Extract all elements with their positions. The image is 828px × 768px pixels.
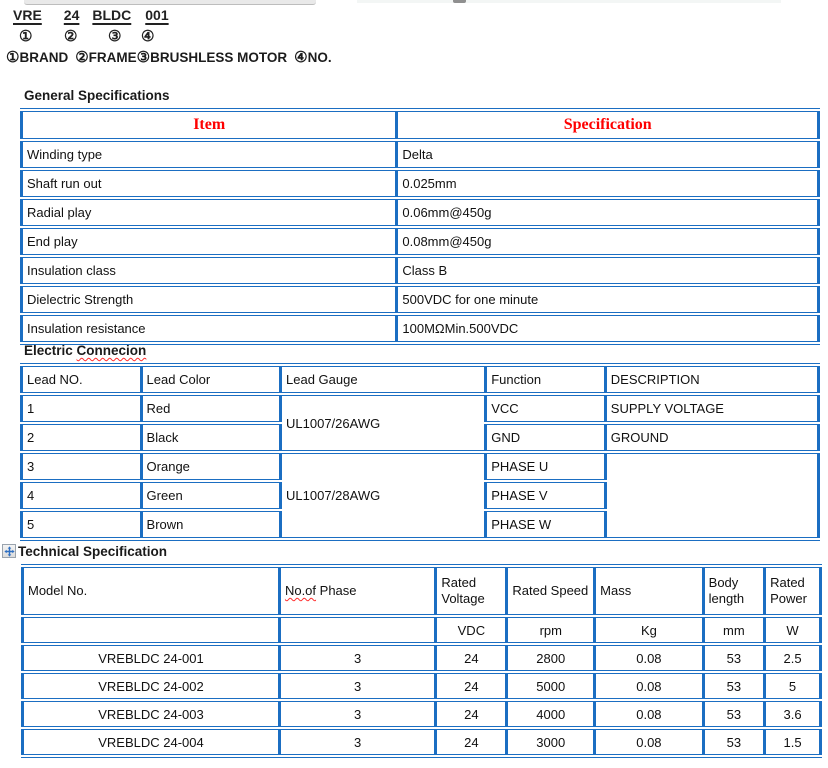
rated-voltage: 24 xyxy=(436,644,507,672)
model-code-frame: 24 xyxy=(63,7,80,23)
lead-color: Brown xyxy=(141,510,280,539)
model-code-line xyxy=(13,7,169,23)
spec-item: Shaft run out xyxy=(22,169,397,198)
technical-specification-table xyxy=(21,564,822,758)
spec-value: 0.025mm xyxy=(397,169,819,198)
body-length: 53 xyxy=(703,700,764,728)
lead-function: PHASE V xyxy=(486,481,606,510)
col-header-specification: Specification xyxy=(397,110,819,140)
spec-value: 0.06mm@450g xyxy=(397,198,819,227)
legend-frame: ②FRAME xyxy=(75,49,137,66)
table-header-row xyxy=(22,365,819,394)
table-row xyxy=(22,394,819,423)
col-header-item: Item xyxy=(22,110,397,140)
mass: 0.08 xyxy=(595,700,704,728)
col-header-lead-no: Lead NO. xyxy=(22,365,142,394)
model-no: VREBLDC 24-002 xyxy=(23,672,280,700)
lead-function: VCC xyxy=(486,394,606,423)
table-row xyxy=(22,140,819,169)
legend-motor: ③BRUSHLESS MOTOR xyxy=(136,49,288,66)
technical-specification-title: Technical Specification xyxy=(18,544,168,559)
spec-item: Winding type xyxy=(22,140,397,169)
spec-item: Insulation resistance xyxy=(22,314,397,343)
body-length: 53 xyxy=(703,644,764,672)
lead-color: Black xyxy=(141,423,280,452)
col-header-description: DESCRIPTION xyxy=(605,365,818,394)
circled-number-2: ② xyxy=(64,28,78,45)
phase: 3 xyxy=(279,700,435,728)
move-arrows-icon xyxy=(4,546,15,557)
model-no: VREBLDC 24-001 xyxy=(23,644,280,672)
table-row xyxy=(22,227,819,256)
rated-power: 5 xyxy=(765,672,821,700)
rated-speed: 2800 xyxy=(507,644,595,672)
col-header-rated-voltage: Rated Voltage xyxy=(436,566,507,616)
rated-voltage: 24 xyxy=(436,728,507,756)
model-code-type: BLDC xyxy=(92,7,132,23)
lead-number: 1 xyxy=(22,394,142,423)
table-row xyxy=(22,285,819,314)
table-header-row xyxy=(23,566,821,616)
lead-color: Red xyxy=(141,394,280,423)
model-code-no: 001 xyxy=(145,7,169,23)
lead-description: SUPPLY VOLTAGE xyxy=(605,394,818,423)
rated-speed: 3000 xyxy=(507,728,595,756)
lead-description: GROUND xyxy=(605,423,818,452)
lead-number: 5 xyxy=(22,510,142,539)
circled-number-4: ④ xyxy=(141,28,155,45)
lead-number: 3 xyxy=(22,452,142,481)
legend-brand: ①BRAND xyxy=(6,49,69,66)
model-code-brand: VRE xyxy=(13,7,42,23)
code-legend xyxy=(6,48,332,66)
table-row xyxy=(22,198,819,227)
phase: 3 xyxy=(279,728,435,756)
lead-number: 4 xyxy=(22,481,142,510)
cropped-toolbar-remnant-faint xyxy=(357,0,781,3)
circled-number-1: ① xyxy=(19,28,33,45)
spec-value: 500VDC for one minute xyxy=(397,285,819,314)
rated-speed: 4000 xyxy=(507,700,595,728)
mass: 0.08 xyxy=(595,728,704,756)
lead-gauge: UL1007/26AWG xyxy=(281,394,486,452)
units-row xyxy=(23,616,821,644)
col-header-function: Function xyxy=(486,365,606,394)
lead-function: GND xyxy=(486,423,606,452)
cropped-toolbar-remnant xyxy=(24,0,316,5)
electric-connection-title: Electric Connecion xyxy=(24,343,147,358)
spec-value: 0.08mm@450g xyxy=(397,227,819,256)
rated-voltage: 24 xyxy=(436,672,507,700)
legend-no: ④NO. xyxy=(294,49,332,66)
lead-function: PHASE W xyxy=(486,510,606,539)
model-no: VREBLDC 24-003 xyxy=(23,700,280,728)
unit-body: mm xyxy=(703,616,764,644)
rated-voltage: 24 xyxy=(436,700,507,728)
spec-item: End play xyxy=(22,227,397,256)
table-row xyxy=(23,728,821,756)
unit-power: W xyxy=(765,616,821,644)
general-specifications-table xyxy=(20,108,820,345)
col-header-body-length: Body length xyxy=(703,566,764,616)
spec-value: Class B xyxy=(397,256,819,285)
phase: 3 xyxy=(279,644,435,672)
spec-item: Radial play xyxy=(22,198,397,227)
col-header-no-of-phase: No.of Phase xyxy=(279,566,435,616)
table-row xyxy=(23,672,821,700)
rated-power: 1.5 xyxy=(765,728,821,756)
col-header-model-no: Model No. xyxy=(23,566,280,616)
table-row xyxy=(23,700,821,728)
spec-value: 100MΩMin.500VDC xyxy=(397,314,819,343)
unit-blank xyxy=(23,616,280,644)
col-header-lead-gauge: Lead Gauge xyxy=(281,365,486,394)
table-row xyxy=(23,644,821,672)
rated-speed: 5000 xyxy=(507,672,595,700)
body-length: 53 xyxy=(703,728,764,756)
lead-color: Green xyxy=(141,481,280,510)
electric-connection-table xyxy=(20,363,820,541)
rated-power: 2.5 xyxy=(765,644,821,672)
table-row xyxy=(22,256,819,285)
col-header-rated-power: Rated Power xyxy=(765,566,821,616)
table-row xyxy=(22,314,819,343)
cropped-toolbar-dash xyxy=(453,0,466,3)
col-header-rated-speed: Rated Speed xyxy=(507,566,595,616)
table-header-row xyxy=(22,110,819,140)
spec-item: Insulation class xyxy=(22,256,397,285)
circled-number-3: ③ xyxy=(108,28,122,45)
unit-mass: Kg xyxy=(595,616,704,644)
general-specifications-title: General Specifications xyxy=(24,88,170,103)
unit-blank xyxy=(279,616,435,644)
spec-value: Delta xyxy=(397,140,819,169)
unit-voltage: VDC xyxy=(436,616,507,644)
body-length: 53 xyxy=(703,672,764,700)
misspelled-word: No.of xyxy=(284,583,317,599)
spec-item: Dielectric Strength xyxy=(22,285,397,314)
phase: 3 xyxy=(279,672,435,700)
lead-gauge: UL1007/28AWG xyxy=(281,452,486,539)
col-header-lead-color: Lead Color xyxy=(141,365,280,394)
unit-speed: rpm xyxy=(507,616,595,644)
lead-number: 2 xyxy=(22,423,142,452)
lead-color: Orange xyxy=(141,452,280,481)
table-row xyxy=(22,452,819,481)
lead-description xyxy=(605,452,818,539)
misspelled-word: Connecion xyxy=(76,343,147,358)
rated-power: 3.6 xyxy=(765,700,821,728)
table-row xyxy=(22,169,819,198)
lead-function: PHASE U xyxy=(486,452,606,481)
col-header-mass: Mass xyxy=(595,566,704,616)
model-no: VREBLDC 24-004 xyxy=(23,728,280,756)
table-move-handle-icon[interactable] xyxy=(2,544,16,558)
mass: 0.08 xyxy=(595,644,704,672)
mass: 0.08 xyxy=(595,672,704,700)
